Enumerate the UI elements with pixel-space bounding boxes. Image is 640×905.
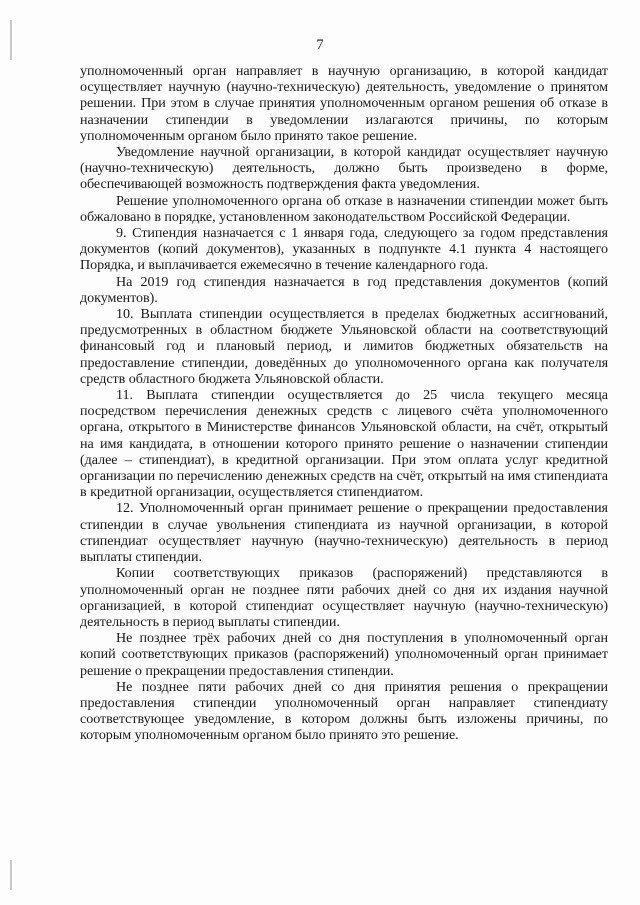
paragraph-2019-note: На 2019 год стипендия назначается в год представления документов (копий документов). [80,273,608,306]
paragraph-order-copies: Копии соответствующих приказов (распоряжений) представляются в уполномоченный орган не позднее пяти рабочих дней со дня их издания научной организацией, в которой стипендиат осуществляет научную (научно-техническую) деятельность в период выплаты стипендии. [80,565,608,630]
paragraph-item-12: 12. Уполномоченный орган принимает решение о прекращении предоставления стипендии в случае увольнения стипендиата из научной организации, в которой стипендиат осуществляет научную (научно-техническую) деятельность в период выплаты стипендии. [80,500,608,566]
paragraph-item-9: 9. Стипендия назначается с 1 января года, следующего за годом представления документов (копий документов), указанных в подпункте 4.1 пункта 4 настоящего Порядка, и выплачивается ежемесячно в течение календарного года. [80,225,608,274]
paragraph-termination-decision: Не позднее трёх рабочих дней со дня поступления в уполномоченный орган копий соответствующих приказов (распоряжений) уполномоченный орган принимает решение о прекращении предоставления стипендии. [80,630,608,679]
document-body [80,63,608,744]
page-number: 7 [316,37,324,53]
paragraph-termination-notice: Не позднее пяти рабочих дней со дня принятия решения о прекращении предоставления стипендии уполномоченный орган направляет стипендиату соответствующее уведомление, в котором должны быть изложены причины, по которым уполномоченным органом было принято это решение. [80,678,608,744]
paragraph-item-11: 11. Выплата стипендии осуществляется до 25 числа текущего месяца посредством перечисления денежных средств с лицевого счёта уполномоченного органа, открытого в Министерстве финансов Ульяновской области, на счёт, открытый на имя кандидата, в отношении которого принято решение о назначении стипендии (далее – стипендиат), в кредитной организации. При этом оплата услуг кредитной организации по перечислению денежных средств на счёт, открытый на имя стипендиата в кредитной организации, осуществляется стипендиатом. [80,387,608,501]
paragraph-item-10: 10. Выплата стипендии осуществляется в пределах бюджетных ассигнований, предусмотренных в областном бюджете Ульяновской области на соответствующий финансовый год и плановый период, и лимитов бюджетных обязательств на предоставление стипендии, доведённых до уполномоченного органа как получателя средств областного бюджета Ульяновской области. [80,306,608,387]
paragraph-appeal: Решение уполномоченного органа об отказе в назначении стипендии может быть обжаловано в порядке, установленном законодательством Российской Федерации. [80,192,608,225]
paragraph-notification-form: Уведомление научной организации, в которой кандидат осуществляет научную (научно-техническую) деятельность, должно быть произведено в форме, обеспечивающей возможность подтверждения факта уведомления. [80,144,608,193]
scan-edge-mark [10,860,12,890]
paragraph-continuation: уполномоченный орган направляет в научную организацию, в которой кандидат осуществляет научную (научно-техническую) деятельность, уведомление о принятом решении. При этом в случае принятия уполномоченным органом решения об отказе в назначении стипендии в уведомлении излагаются причины, по которым уполномоченным органом было принято такое решение. [80,63,608,144]
